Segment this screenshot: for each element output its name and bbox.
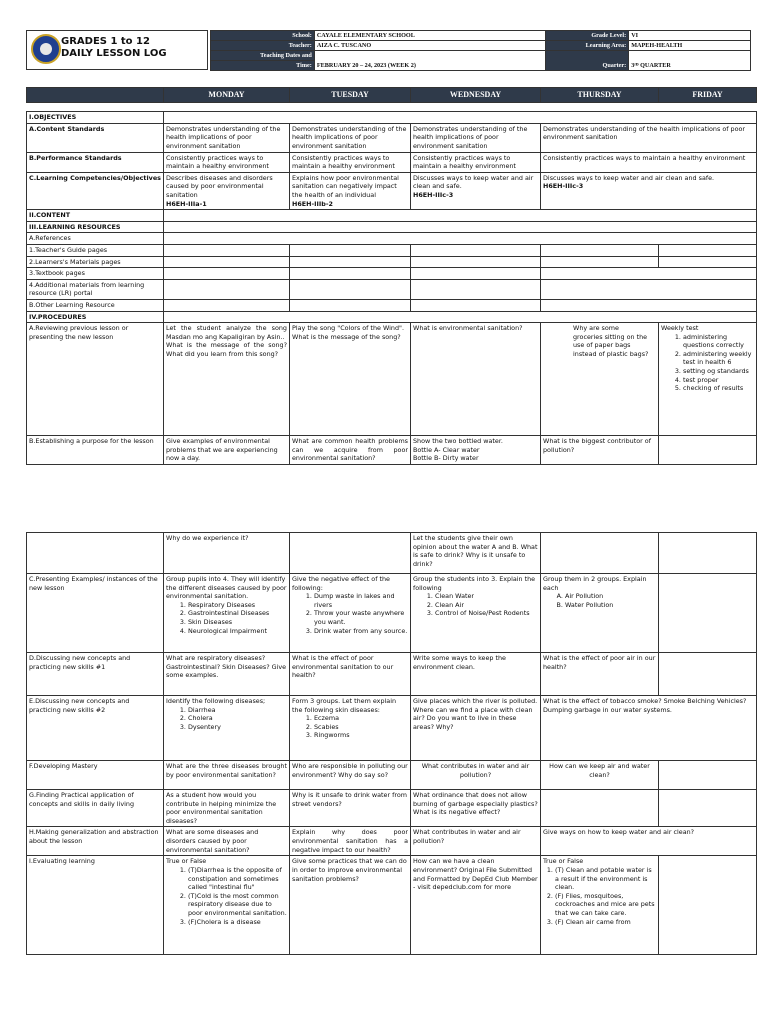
title-box <box>26 30 208 70</box>
table-row <box>27 790 757 827</box>
list-item: 1. Eczema <box>314 714 408 723</box>
content-standards-mon: Demonstrates understanding of the health implications of poor environment sanitation <box>164 123 290 152</box>
purpose-tue: What are common health problems can we acquire from poor environmental sanitation? <box>290 436 411 465</box>
empty-cell <box>290 244 411 256</box>
generalization-wed: What contributes in water and air pollution? <box>411 827 541 856</box>
empty-cell <box>290 268 411 280</box>
lm-label: 2.Learners's Materials pages <box>27 256 164 268</box>
mastery-wed: What contributes in water and air pollution? <box>411 761 541 790</box>
reviewing-mon-text-1: Let the student analyze the song Masdan mo ang Kapaligiran by Asin.. <box>166 324 287 341</box>
evaluating-tue: Give some practices that we can do in order to improve environmental sanitation problems? <box>290 856 411 955</box>
purpose-label: B.Establishing a purpose for the lesson <box>27 436 164 465</box>
table-row <box>27 696 757 761</box>
list-item: 1. (T) Clean and potable water is a result if the environment is clean. <box>555 866 656 892</box>
list-item: 1. Clean Water <box>435 592 538 601</box>
content-standards-wed: Demonstrates understanding of the health implications of poor environment sanitation <box>411 123 541 152</box>
purpose-wed-text-2: Bottle A- Clear water <box>413 445 480 454</box>
lesson-table-part1 <box>26 111 757 465</box>
list-item: 2. Throw your waste anywhere you want. <box>314 609 408 626</box>
competency-text: Describes diseases and disorders caused by poor environmental sanitation <box>166 173 273 199</box>
list-item: 1. (T)Diarrhea is the opposite of constipation and sometimes called "intestinal flu" <box>188 866 287 892</box>
empty-cell <box>164 256 290 268</box>
empty-cell <box>659 574 757 653</box>
discussing2-mon-list <box>166 706 287 732</box>
list-item: 2. Clean Air <box>435 601 538 610</box>
reviewing-label: A.Reviewing previous lesson or presenting the new lesson <box>27 323 164 436</box>
purpose-wed-text-1: Show the two bottled water. <box>413 437 503 446</box>
list-item: 2. (T)Cold is the most common respiratory disease due to poor environmental sanitation. <box>188 892 287 918</box>
mastery-thu: How can we keep air and water clean? <box>541 761 659 790</box>
list-item: 5. checking of results <box>683 384 754 393</box>
school-value: CAYALE ELEMENTARY SCHOOL <box>314 31 546 41</box>
table-row <box>27 856 757 955</box>
list-item: 4. Neurological Impairment <box>188 627 287 636</box>
empty-cell <box>659 256 757 268</box>
discussing2-mon <box>164 696 290 761</box>
empty-cell <box>164 233 757 245</box>
empty-cell <box>541 244 659 256</box>
teacher-value: AIZA C. TUSCANO <box>314 41 546 51</box>
table-row <box>27 268 757 280</box>
performance-standards-tue: Consistently practices ways to maintain a healthy environment <box>290 152 411 172</box>
empty-cell <box>411 268 541 280</box>
empty-cell <box>541 790 659 827</box>
empty-cell <box>659 533 757 574</box>
empty-cell <box>659 244 757 256</box>
empty-cell <box>164 244 290 256</box>
purpose-wed <box>411 436 541 465</box>
competency-text: Discusses ways to keep water and air clean and safe. <box>413 173 534 191</box>
title-line-2: DAILY LESSON LOG <box>61 48 167 59</box>
area-label: Learning Area: <box>546 41 629 51</box>
purpose-thu: What is the biggest contributor of pollution? <box>541 436 659 465</box>
table-row <box>27 256 757 268</box>
presenting-mon-list <box>166 601 287 635</box>
reviewing-tue <box>290 323 411 436</box>
empty-cell <box>164 112 757 124</box>
evaluating-wed: How can we have a clean environment? Original File Submitted and Formatted by DepEd Club Member - visit depedclub.com for more <box>411 856 541 955</box>
content-standards-thu-fri: Demonstrates understanding of the health implications of poor environment sanitation <box>541 123 757 152</box>
table-row <box>27 827 757 856</box>
discussing2-thu-fri: What is the effect of tobacco smoke? Smoke Belching Vehicles? Dumping garbage in our water systems. <box>541 696 757 761</box>
table-row <box>27 653 757 696</box>
presenting-tue <box>290 574 411 653</box>
presenting-mon-intro: Group pupils into 4. They will identify the different diseases caused by poor environmental sanitation. <box>166 575 287 601</box>
school-label: School: <box>211 31 315 41</box>
performance-standards-label: B.Performance Standards <box>27 152 164 172</box>
table-row <box>27 123 757 152</box>
dates-value: FEBRUARY 20 – 24, 2023 (WEEK 2) <box>314 51 546 71</box>
discussing1-mon-text-2: Gastrointestinal? Skin Diseases? Give some examples. <box>166 662 287 680</box>
presenting-thu-intro: Group them in 2 groups. Explain each <box>543 575 647 592</box>
empty-cell <box>659 856 757 955</box>
competency-code: H6EH-IIIa-1 <box>166 199 207 208</box>
evaluating-thu-intro: True or False <box>543 857 584 866</box>
list-item: 3. Skin Diseases <box>188 618 287 627</box>
list-item: 1. Diarrhea <box>188 706 287 715</box>
table-row <box>27 233 757 245</box>
presenting-thu <box>541 574 659 653</box>
empty-cell <box>290 279 411 299</box>
list-item: 3. Drink water from any source. <box>314 627 408 636</box>
competency-text: Discusses ways to keep water and air clean and safe. <box>543 173 715 182</box>
table-row <box>27 299 757 311</box>
reviewing-thu-text: Why are some groceries sitting on the use of paper bags instead of plastic bags? <box>573 324 649 358</box>
table-row <box>27 279 757 299</box>
empty-cell <box>411 244 541 256</box>
performance-standards-mon: Consistently practices ways to maintain a healthy environment <box>164 152 290 172</box>
discussing2-tue <box>290 696 411 761</box>
empty-cell <box>541 533 659 574</box>
list-item: 3. Control of Noise/Pest Rodents <box>435 609 538 618</box>
table-row <box>27 533 757 574</box>
evaluating-mon-intro: True or False <box>166 857 207 866</box>
list-item: 4. test proper <box>683 376 754 385</box>
empty-cell <box>164 299 290 311</box>
list-item: 2. Gastrointestinal Diseases <box>188 609 287 618</box>
generalization-tue: Explain why does poor environmental sanitation has a negative impact to our health? <box>290 827 411 856</box>
discussing2-wed: Give places which the river is polluted. Where can we find a place with clean air? Do you want to live in these areas? Why? <box>411 696 541 761</box>
table-row <box>27 152 757 172</box>
quarter-label: Quarter: <box>546 51 629 71</box>
competencies-mon <box>164 172 290 209</box>
table-row <box>27 221 757 233</box>
list-item: 3. (F)Cholera is a disease <box>188 918 287 927</box>
discussing1-wed: Write some ways to keep the environment clean. <box>411 653 541 696</box>
dates-label-line1: Teaching Dates and <box>260 51 312 59</box>
mastery-mon: What are the three diseases brought by poor environmental sanitation? <box>164 761 290 790</box>
references-label: A.References <box>27 233 164 245</box>
mastery-label: F.Developing Mastery <box>27 761 164 790</box>
competency-code: H6EH-IIIb-2 <box>292 199 333 208</box>
evaluating-label: I.Evaluating learning <box>27 856 164 955</box>
reviewing-mon <box>164 323 290 436</box>
days-header-table <box>26 87 757 103</box>
generalization-label: H.Making generalization and abstraction about the lesson <box>27 827 164 856</box>
competencies-label: C.Learning Competencies/Objectives <box>27 172 164 209</box>
discussing1-mon <box>164 653 290 696</box>
list-item: 1. administering questions correctly <box>683 333 754 350</box>
empty-cell <box>290 533 411 574</box>
empty-cell <box>659 436 757 465</box>
table-row <box>27 112 757 124</box>
discussing2-tue-intro: Form 3 groups. Let them explain the following skin diseases: <box>292 697 397 714</box>
generalization-mon: What are some diseases and disorders caused by poor environmental sanitation? <box>164 827 290 856</box>
list-item: 3. Dysentery <box>188 723 287 732</box>
purpose-mon: Give examples of environmental problems that we are experiencing now a day. <box>164 436 290 465</box>
table-row <box>27 761 757 790</box>
empty-cell <box>164 221 757 233</box>
empty-cell <box>541 256 659 268</box>
content-label: II.CONTENT <box>27 210 164 222</box>
presenting-tue-intro: Give the negative effect of the following: <box>292 575 390 592</box>
list-item: 2. (F) Flies, mosquitoes, cockroaches and mice are pets that we can take care. <box>555 892 656 918</box>
presenting-wed-intro: Group the students into 3. Explain the following <box>413 575 536 592</box>
empty-cell <box>290 299 411 311</box>
header-info-table <box>210 30 751 71</box>
list-item: 3. setting og standards <box>683 367 754 376</box>
presenting-mon <box>164 574 290 653</box>
dates-label-2: Time: <box>211 61 315 71</box>
table-row <box>27 574 757 653</box>
weekly-test-title: Weekly test <box>661 324 699 333</box>
reviewing-wed: What is environmental sanitation? <box>411 323 541 436</box>
practical-label: G.Finding Practical application of concepts and skills in daily living <box>27 790 164 827</box>
empty-cell <box>541 279 757 299</box>
reviewing-tue-text-2: What is the message of the song? <box>292 332 401 341</box>
tg-label: 1.Teacher's Guide pages <box>27 244 164 256</box>
grade-label: Grade Level: <box>546 31 629 41</box>
list-item: 2. administering weekly test in health 6 <box>683 350 754 367</box>
performance-standards-thu-fri: Consistently practices ways to maintain a healthy environment <box>541 152 757 172</box>
purpose-wed-text-3: Bottle B- Dirty water <box>413 454 479 463</box>
lesson-table-part2 <box>26 532 757 955</box>
discussing1-label: D.Discussing new concepts and practicing new skills #1 <box>27 653 164 696</box>
competencies-wed <box>411 172 541 209</box>
reviewing-tue-text-1: Play the song "Colors of the Wind". <box>292 324 404 333</box>
list-item: B. Water Pollution <box>565 601 656 610</box>
table-row <box>27 311 757 323</box>
competencies-thu-fri <box>541 172 757 209</box>
discussing2-label: E.Discussing new concepts and practicing new skills #2 <box>27 696 164 761</box>
presenting-thu-list <box>543 592 656 609</box>
objectives-label: I.OBJECTIVES <box>27 112 164 124</box>
empty-cell <box>290 256 411 268</box>
additional-label: 4.Additional materials from learning resource (LR) portal <box>27 279 164 299</box>
list-item: 1. Dump waste in lakes and rivers <box>314 592 408 609</box>
teacher-label: Teacher: <box>211 41 315 51</box>
dates-label <box>211 51 315 61</box>
list-item: 2. Cholera <box>188 714 287 723</box>
empty-cell <box>659 790 757 827</box>
empty-cell <box>659 653 757 696</box>
empty-cell <box>164 268 290 280</box>
table-row <box>27 436 757 465</box>
list-item: 3. (F) Clean air came from <box>555 918 656 927</box>
discussing1-thu: What is the effect of poor air in our health? <box>541 653 659 696</box>
presenting-tue-list <box>292 592 408 635</box>
table-row <box>27 172 757 209</box>
reviewing-mon-text-2: What is the message of the song? What did you learn from this song? <box>166 341 287 358</box>
mastery-tue: Who are responsible in polluting our environment? Why do say so? <box>290 761 411 790</box>
reviewing-fri <box>659 323 757 436</box>
day-tuesday: TUESDAY <box>290 88 411 103</box>
list-item: 1. Respiratory Diseases <box>188 601 287 610</box>
empty-cell <box>27 533 164 574</box>
empty-cell <box>164 279 290 299</box>
competency-code: H6EH-IIIc-3 <box>543 182 584 191</box>
evaluating-thu <box>541 856 659 955</box>
list-item: 2. Scabies <box>314 723 408 732</box>
purpose-mon-cont: Why do we experience it? <box>164 533 290 574</box>
presenting-label: C.Presenting Examples/ instances of the new lesson <box>27 574 164 653</box>
empty-cell <box>541 268 757 280</box>
day-friday: FRIDAY <box>659 88 757 103</box>
deped-seal-icon <box>31 34 61 64</box>
practical-mon: As a student how would you contribute in helping minimize the poor environmental sanitation diseases? <box>164 790 290 827</box>
day-monday: MONDAY <box>164 88 290 103</box>
empty-cell <box>411 299 541 311</box>
empty-cell <box>411 279 541 299</box>
table-row <box>27 244 757 256</box>
content-standards-tue: Demonstrates understanding of the health implications of poor environment sanitation <box>290 123 411 152</box>
generalization-thu-fri: Give ways on how to keep water and air clean? <box>541 827 757 856</box>
resources-label: III.LEARNING RESOURCES <box>27 221 164 233</box>
day-wednesday: WEDNESDAY <box>411 88 541 103</box>
table-row <box>27 210 757 222</box>
empty-cell <box>164 311 757 323</box>
empty-cell <box>541 299 757 311</box>
discussing2-mon-intro: Identify the following diseases; <box>166 697 266 705</box>
empty-cell <box>411 256 541 268</box>
quarter-value: 3ʳᴰ QUARTER <box>629 51 751 71</box>
empty-cell <box>659 761 757 790</box>
discussing1-mon-text-1: What are respiratory diseases? <box>166 654 266 662</box>
purpose-wed-cont: Let the students give their own opinion about the water A and B. What is safe to drink? Why is it unsafe to drink? <box>411 533 541 574</box>
competency-text: Explains how poor environmental sanitation can negatively impact the health of an individual <box>292 173 399 199</box>
performance-standards-wed: Consistently practices ways to maintain a healthy environment <box>411 152 541 172</box>
weekly-test-list <box>661 333 754 393</box>
reviewing-thu <box>541 323 659 436</box>
discussing1-tue: What is the effect of poor environmental sanitation to our health? <box>290 653 411 696</box>
list-item: A. Air Pollution <box>565 592 656 601</box>
area-value: MAPEH-HEALTH <box>629 41 751 51</box>
procedures-label: IV.PROCEDURES <box>27 311 164 323</box>
grade-value: VI <box>629 31 751 41</box>
practical-wed: What ordinance that does not allow burning of garbage especially plastics? What is its negative effect? <box>411 790 541 827</box>
practical-tue: Why is it unsafe to drink water from street vendors? <box>290 790 411 827</box>
evaluating-mon-list <box>166 866 287 926</box>
table-row <box>27 323 757 436</box>
textbook-label: 3.Textbook pages <box>27 268 164 280</box>
list-item: 3. Ringworms <box>314 731 408 740</box>
presenting-wed-list <box>413 592 538 618</box>
content-standards-label: A.Content Standards <box>27 123 164 152</box>
corner-cell <box>27 88 164 103</box>
evaluating-mon <box>164 856 290 955</box>
presenting-wed <box>411 574 541 653</box>
empty-cell <box>164 210 757 222</box>
other-label: B.Other Learning Resource <box>27 299 164 311</box>
discussing2-tue-list <box>292 714 408 740</box>
competency-code: H6EH-IIIc-3 <box>413 190 454 199</box>
competencies-tue <box>290 172 411 209</box>
day-thursday: THURSDAY <box>541 88 659 103</box>
evaluating-thu-list <box>543 866 656 926</box>
title-line-1: GRADES 1 to 12 <box>61 36 150 47</box>
